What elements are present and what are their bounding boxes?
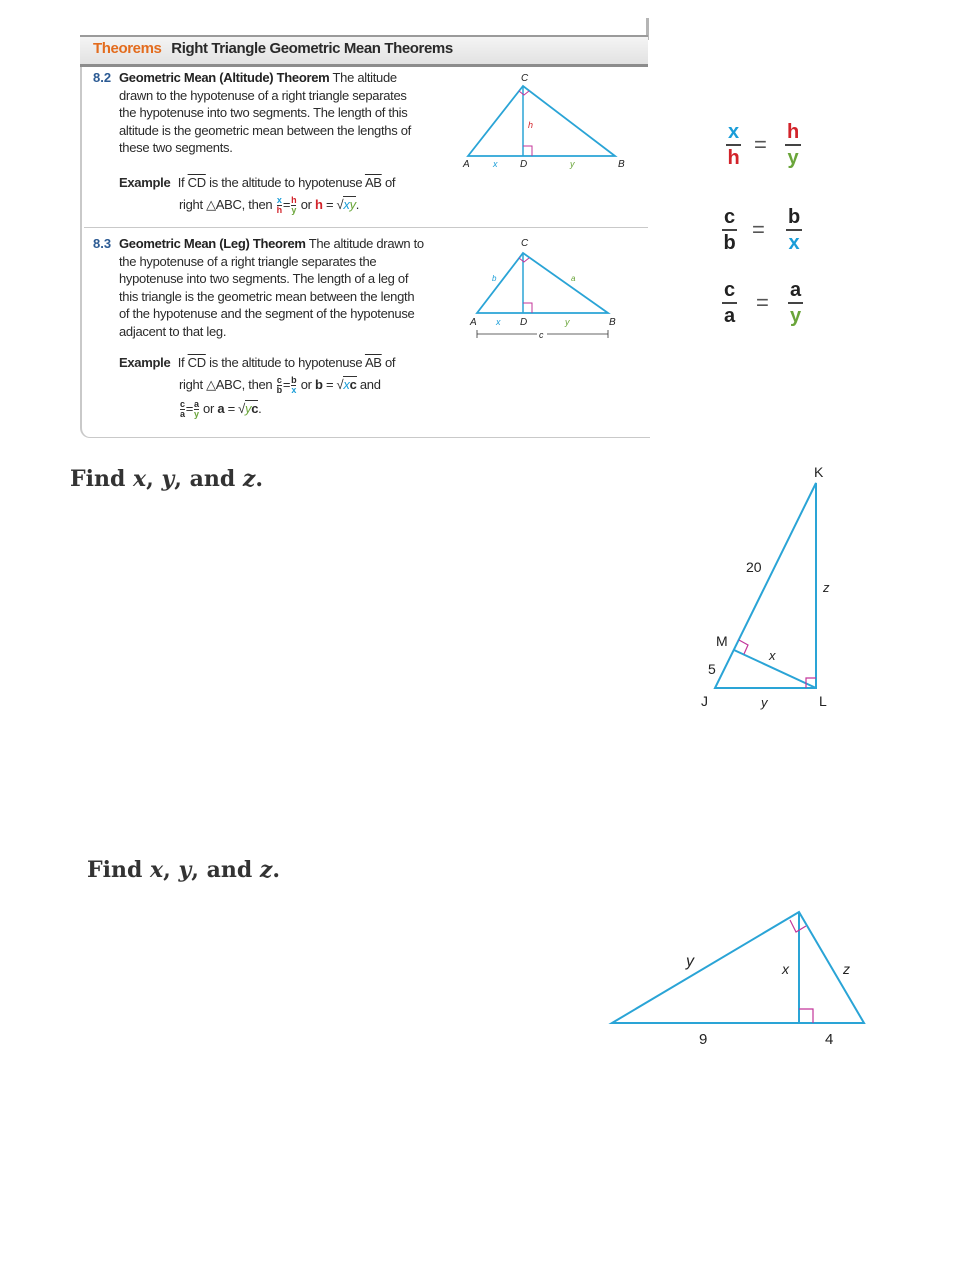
leg-label-b-vertex: B <box>609 317 616 328</box>
t1-frac-h-y: $\frac{h}{y}$ <box>291 195 297 215</box>
label-x: x <box>493 159 498 169</box>
altitude-diagram <box>455 68 635 173</box>
t2-ex-of: of <box>385 355 396 370</box>
label-a: A <box>463 159 470 170</box>
t2-period: . <box>258 400 262 416</box>
leg-diagram <box>465 233 635 345</box>
side-eq1-left: x h <box>727 121 740 169</box>
label-K: K <box>814 464 824 480</box>
t2-eq4: = <box>227 400 235 416</box>
leg-label-x: x <box>496 317 501 327</box>
theorem-divider <box>84 227 648 228</box>
t2-frac-c-a: $\frac{c}{a}$ <box>180 399 185 419</box>
theorem2-number: 8.3 <box>93 236 112 251</box>
right-angle-foot <box>799 1009 813 1023</box>
leg-label-b: b <box>492 274 497 283</box>
theorem1-example-label: Example <box>119 175 171 190</box>
theorem1-example-line2: right △ABC, then $\frac{x}{h}$ = $\frac{h}{y}$ or h = √xy. <box>179 195 360 215</box>
t1-radicand: xy <box>343 196 356 212</box>
t2-seg-ab: $\overline{AB}$ <box>364 355 382 370</box>
t1-period: . <box>355 196 360 212</box>
label-y2: y <box>686 953 694 970</box>
problem1-prompt: Find x, y, and z. <box>70 466 264 492</box>
t2-radicand-xc: xc <box>343 376 357 392</box>
t2-seg-cd: $\overline{CD}$ <box>187 355 206 370</box>
label-b: B <box>618 159 625 170</box>
label-x2: x <box>782 961 789 977</box>
altitude-triangle <box>468 86 615 156</box>
side-eq3-equals: = <box>756 290 769 315</box>
t1-frac-x-h: $\frac{x}{h}$ <box>276 195 282 215</box>
t1-h: h <box>314 196 323 212</box>
leg-label-d: D <box>520 317 528 328</box>
header-tag: Theorems <box>93 40 162 57</box>
label-x1: x <box>769 648 776 663</box>
side-eq1-equals: = <box>754 132 767 157</box>
t2-radicand-yc: yc <box>245 400 259 416</box>
t1-eq: = <box>282 196 291 212</box>
t1-ex-of: of <box>385 175 396 190</box>
side-eq3-left: c a <box>724 279 736 327</box>
problem2-prompt: Find x, y, and z. <box>87 857 281 883</box>
problem1-diagram <box>690 460 840 720</box>
t2-frac-b-x: $\frac{b}{x}$ <box>291 375 297 395</box>
side-eq2-left: c b <box>723 206 736 254</box>
label-4: 4 <box>825 1031 834 1048</box>
leg-label-a: A <box>470 317 477 328</box>
label-M: M <box>716 633 728 649</box>
t1-seg-ab: $\overline{AB}$ <box>364 175 382 190</box>
t1-ex-if: If <box>177 175 185 190</box>
label-y: y <box>570 159 575 169</box>
problem2-diagram <box>600 900 880 1060</box>
leg-label-y: y <box>565 317 570 327</box>
label-h: h <box>528 120 534 130</box>
t2-eq2: = <box>325 376 334 392</box>
label-z2: z <box>843 961 850 977</box>
t1-seg-cd: $\overline{CD}$ <box>187 175 206 190</box>
t1-ex-then: right △ABC, then <box>179 196 273 212</box>
t2-ex-text: is the altitude to hypotenuse <box>209 355 363 370</box>
theorem2-example-label: Example <box>119 355 171 370</box>
triangle-jkl <box>715 483 816 688</box>
triangle-2 <box>612 912 864 1023</box>
label-20: 20 <box>746 559 762 575</box>
header-title: Right Triangle Geometric Mean Theorems <box>171 40 453 57</box>
t2-frac-c-b: $\frac{c}{b}$ <box>276 375 282 395</box>
label-9: 9 <box>699 1031 708 1048</box>
t2-eq: = <box>282 376 291 392</box>
leg-triangle <box>477 253 608 313</box>
label-z1: z <box>823 580 830 595</box>
t1-eq2: = <box>325 196 334 212</box>
right-angle-d <box>523 146 532 156</box>
label-L: L <box>819 693 827 709</box>
leg-right-angle-d <box>523 303 532 313</box>
label-d: D <box>520 159 528 170</box>
leg-right-angle-c <box>519 258 529 262</box>
right-angle-c <box>519 91 529 95</box>
t2-b: b <box>314 376 323 392</box>
t2-ex-if: If <box>177 355 185 370</box>
theorem2-example-line1 <box>119 355 395 370</box>
t1-ex-text: is the altitude to hypotenuse <box>209 175 363 190</box>
theorem1-body <box>119 69 419 157</box>
label-c: C <box>521 73 529 84</box>
theorem1-text: The altitude drawn to the hypotenuse of a right triangle separates the hypotenuse into two segments. The length of this altitude is the geometric mean between the lengths of these two segments. <box>119 70 411 155</box>
theorem2-text: The altitude drawn to the hypotenuse of a right triangle separates the hypotenuse into two segments. The length of a leg of this triangle is the geometric mean between the length of the hypotenuse and the segment of the hypotenuse adjacent to that leg. <box>119 236 424 339</box>
t2-eq3: = <box>185 400 194 416</box>
t2-a: a <box>217 400 225 416</box>
t2-or2: or <box>203 400 215 416</box>
label-5: 5 <box>708 661 716 677</box>
theorem2-name: Geometric Mean (Leg) Theorem <box>119 236 306 251</box>
leg-label-c-vertex: C <box>521 238 529 249</box>
side-eq3-right: a y <box>790 279 802 327</box>
theorem2-example-line2: right △ABC, then $\frac{c}{b}$ = $\frac{b}{x}$ or b = √xc and <box>179 375 381 395</box>
t2-ex-then: right △ABC, then <box>179 376 273 392</box>
side-eq1-right: h y <box>787 121 800 169</box>
label-J: J <box>701 693 708 709</box>
theorem1-example-line1 <box>119 175 395 190</box>
t2-or: or <box>300 376 312 392</box>
leg-label-c: c <box>539 330 544 340</box>
theorem2-example-line3: $\frac{c}{a}$ = $\frac{a}{y}$ or a = √yc. <box>180 399 262 419</box>
leg-label-a-side: a <box>571 274 576 283</box>
theorem1-number: 8.2 <box>93 70 112 85</box>
t1-or: or <box>300 196 312 212</box>
side-eq2-equals: = <box>752 217 765 242</box>
side-eq2-right: b x <box>788 206 801 254</box>
t2-frac-a-y: $\frac{a}{y}$ <box>194 399 199 419</box>
label-y1: y <box>761 695 768 710</box>
t2-and: and <box>359 376 381 392</box>
theorem-header-text <box>93 40 453 57</box>
theorem1-name: Geometric Mean (Altitude) Theorem <box>119 70 330 85</box>
theorem2-body <box>119 235 424 340</box>
